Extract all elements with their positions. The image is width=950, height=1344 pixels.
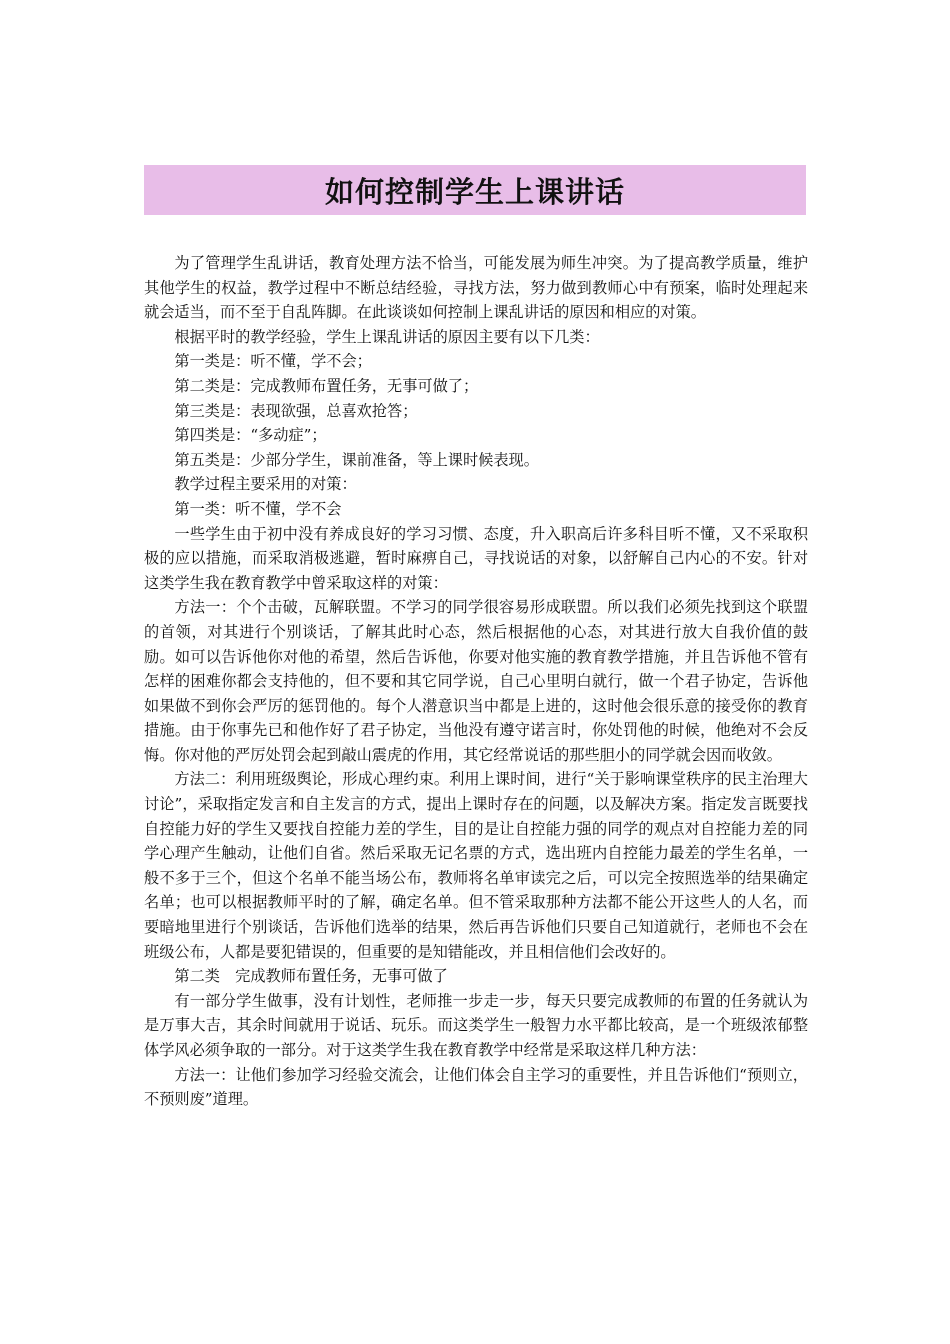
paragraph-category-1-heading: 第一类：听不懂，学不会 (174, 499, 342, 518)
title-banner (144, 165, 806, 215)
paragraph-method-2: 方法二：利用班级舆论，形成心理约束。利用上课时间，进行“关于影响课堂秩序的民主治理大讨论”，采取指定发言和自主发言的方式，提出上课时存在的问题，以及解决方案。指定发言既要找自控能力好的学生又要找自控能力差的学生，目的是让自控能力强的同学的观点对自控能力差的同学心理产生触动，让他们自省。然后采取无记名票的方式，选出班内自控能力最差的学生名单，一般不多于三个，但这个名单不能当场公布，教师将名单审读完之后，可以完全按照选举的结果确定名单；也可以根据教师平时的了解，确定名单。但不管采取那种方法都不能公开这些人的人名，而要暗地里进行个别谈话，告诉他们选举的结果，然后再告诉他们只要自己知道就行，老师也不会在班级公布，人都是要犯错误的，但重要的是知错能改，并且相信他们会改好的。 (144, 770, 808, 961)
document-body (144, 251, 808, 1112)
paragraph-category-2-desc: 有一部分学生做事，没有计划性，老师推一步走一步，每天只要完成教师的布置的任务就认为是万事大吉，其余时间就用于说话、玩乐。而这类学生一般智力水平都比较高，是一个班级浓郁整体学风必须争取的一部分。对于这类学生我在教育教学中经常是采取这样几种方法： (144, 991, 808, 1059)
paragraph-category-2-method-1: 方法一：让他们参加学习经验交流会，让他们体会自主学习的重要性，并且告诉他们“预则立，不预则废”道理。 (144, 1065, 808, 1109)
paragraph-category-2-heading: 第二类 完成教师布置任务，无事可做了 (174, 967, 448, 986)
paragraph-cause-2: 第二类是：完成教师布置任务，无事可做了； (174, 376, 479, 395)
paragraph-category-1-desc: 一些学生由于初中没有养成良好的学习习惯、态度，升入职高后许多科目听不懂，又不采取积极的应以措施，而采取消极逃避，暂时麻痹自己，寻找说话的对象，以舒解自己内心的不安。针对这类学生我在教育教学中曾采取这样的对策： (144, 524, 808, 592)
paragraph-strategies-heading: 教学过程主要采用的对策： (174, 475, 357, 494)
paragraph-cause-4: 第四类是：“多动症”； (174, 426, 327, 445)
paragraph-causes-heading: 根据平时的教学经验，学生上课乱讲话的原因主要有以下几类： (174, 327, 600, 346)
paragraph-cause-5: 第五类是：少部分学生，课前准备，等上课时候表现。 (174, 450, 539, 469)
paragraph-method-1: 方法一：个个击破，瓦解联盟。不学习的同学很容易形成联盟。所以我们必须先找到这个联盟的首领，对其进行个别谈话，了解其此时心态，然后根据他的心态，对其进行放大自我价值的鼓励。如可以告诉他你对他的希望，然后告诉他，你要对他实施的教育教学措施，并且告诉他不管有怎样的困难你都会支持他的，但不要和其它同学说，自己心里明白就行，做一个君子协定，告诉他如果做不到你会严厉的惩罚他的。每个人潜意识当中都是上进的，这时他会很乐意的接受你的教育措施。由于你事先已和他作好了君子协定，当他没有遵守诺言时，你处罚他的时候，他绝对不会反悔。你对他的严厉处罚会起到敲山震虎的作用，其它经常说话的那些胆小的同学就会因而收敛。 (144, 598, 808, 764)
document-title: 如何控制学生上课讲话 (324, 174, 625, 209)
paragraph-cause-1: 第一类是：听不懂，学不会； (174, 352, 372, 371)
paragraph-cause-3: 第三类是：表现欲强，总喜欢抢答； (174, 401, 418, 420)
paragraph-intro: 为了管理学生乱讲话，教育处理方法不恰当，可能发展为师生冲突。为了提高教学质量，维护其他学生的权益，教学过程中不断总结经验，寻找方法，努力做到教师心中有预案，临时处理起来就会适当，而不至于自乱阵脚。在此谈谈如何控制上课乱讲话的原因和相应的对策。 (144, 254, 808, 322)
